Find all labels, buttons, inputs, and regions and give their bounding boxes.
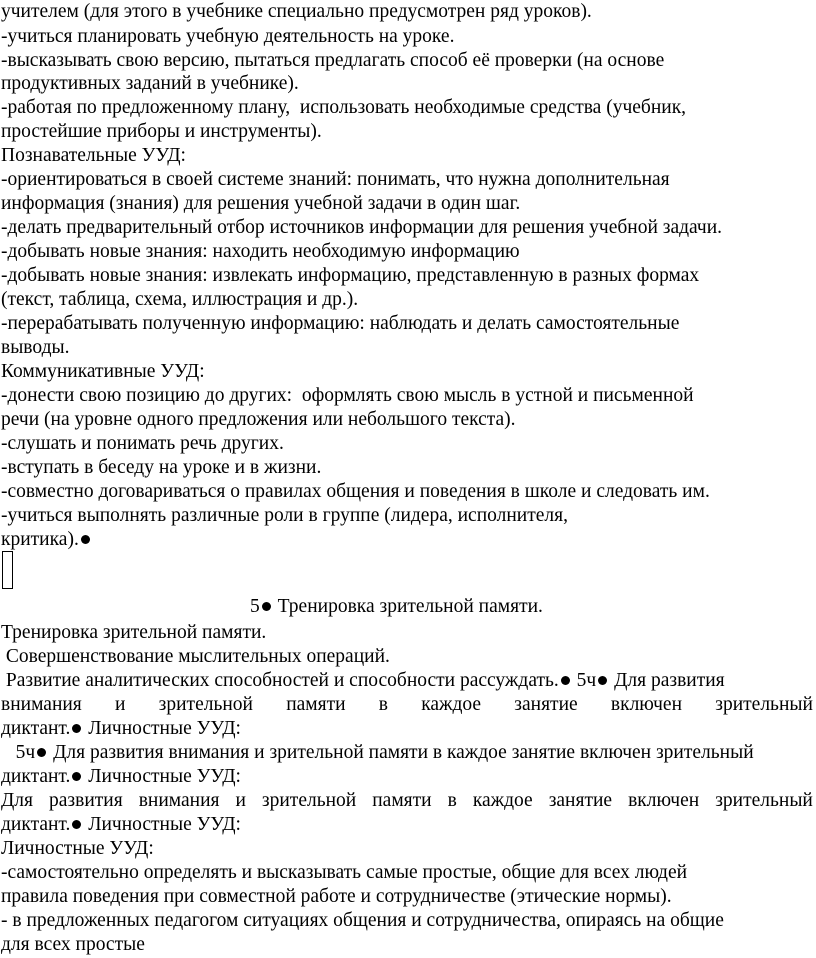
text-line: -самостоятельно определять и высказывать самые простые, общие для всех людей	[1, 862, 688, 883]
section-heading-cognitive: Познавательные УУД:	[1, 145, 186, 166]
text-line: для всех простые	[1, 934, 145, 955]
text-line: -учиться планировать учебную деятельность на уроке.	[1, 26, 455, 47]
text-line: простейшие приборы и инструменты).	[1, 121, 322, 142]
text-line: -делать предварительный отбор источников информации для решения учебной задачи.	[1, 217, 723, 238]
bullet-icon	[72, 772, 81, 781]
text-line: -добывать новые знания: находить необходимую информацию	[1, 241, 520, 262]
text-line: Развитие аналитических способностей и способности рассуждать. 5ч Для развития	[1, 670, 725, 691]
text-line: - в предложенных педагогом ситуациях общения и сотрудничества, опираясь на общие	[1, 910, 724, 931]
bullet-icon	[72, 820, 81, 829]
section-title: 5 Тренировка зрительной памяти.	[250, 596, 543, 617]
text-line: (текст, таблица, схема, иллюстрация и др.).	[1, 289, 359, 310]
bullet-icon	[598, 676, 607, 685]
text-line: диктант. Личностные УУД:	[1, 718, 241, 739]
text-line: -работая по предложенному плану, использовать необходимые средства (учебник,	[1, 97, 687, 118]
text-line: -перерабатывать полученную информацию: наблюдать и делать самостоятельные	[1, 313, 680, 334]
bullet-icon	[561, 676, 570, 685]
text-line: Тренировка зрительной памяти.	[1, 622, 267, 643]
text-line: продуктивных заданий в учебнике).	[1, 73, 299, 94]
text-line: -учиться выполнять различные роли в группе (лидера, исполнителя,	[1, 505, 568, 526]
justified-line: Для развития внимания и зрительной памяти в каждое занятие включен зрительный	[1, 790, 813, 811]
text-line: -высказывать свою версию, пытаться предлагать способ её проверки (на основе	[1, 50, 665, 71]
text-line: -вступать в беседу на уроке и в жизни.	[1, 457, 322, 478]
justified-line: внимания и зрительной памяти в каждое занятие включен зрительный	[1, 694, 813, 715]
bullet-icon	[262, 602, 271, 611]
section-heading-personal: Личностные УУД:	[1, 838, 154, 859]
text-line	[1, 528, 92, 551]
text-line: информация (знания) для решения учебной задачи в один шаг.	[1, 193, 521, 214]
text-line: Совершенствование мыслительных операций.	[1, 646, 390, 667]
text-line: диктант. Личностные УУД:	[1, 766, 241, 787]
text-line: речи (на уровне одного предложения или небольшого текста).	[1, 409, 516, 430]
text-line: -добывать новые знания: извлекать информацию, представленную в разных формах	[1, 265, 700, 286]
text-line: -ориентироваться в своей системе знаний: понимать, что нужна дополнительная	[1, 169, 670, 190]
bullet-icon	[72, 724, 81, 733]
text-line: 5ч Для развития внимания и зрительной памяти в каждое занятие включен зрительный	[1, 742, 754, 763]
section-heading-communicative: Коммуникативные УУД:	[1, 361, 205, 382]
text-line: правила поведения при совместной работе и сотрудничестве (этические нормы).	[1, 886, 672, 907]
text-line: диктант. Личностные УУД:	[1, 814, 241, 835]
text-line: выводы.	[1, 337, 70, 358]
text-line: -донести свою позицию до других: оформлять свою мысль в устной и письменной	[1, 385, 694, 406]
text-line: -слушать и понимать речь других.	[1, 433, 284, 454]
text-line: учителем (для этого в учебнике специально предусмотрен ряд уроков).	[1, 1, 592, 22]
bullet-icon	[37, 748, 46, 757]
text-fragment: критика).	[1, 529, 79, 550]
text-line: -совместно договариваться о правилах общения и поведения в школе и следовать им.	[1, 481, 710, 502]
bullet-icon	[81, 535, 90, 544]
empty-text-box	[2, 551, 13, 589]
